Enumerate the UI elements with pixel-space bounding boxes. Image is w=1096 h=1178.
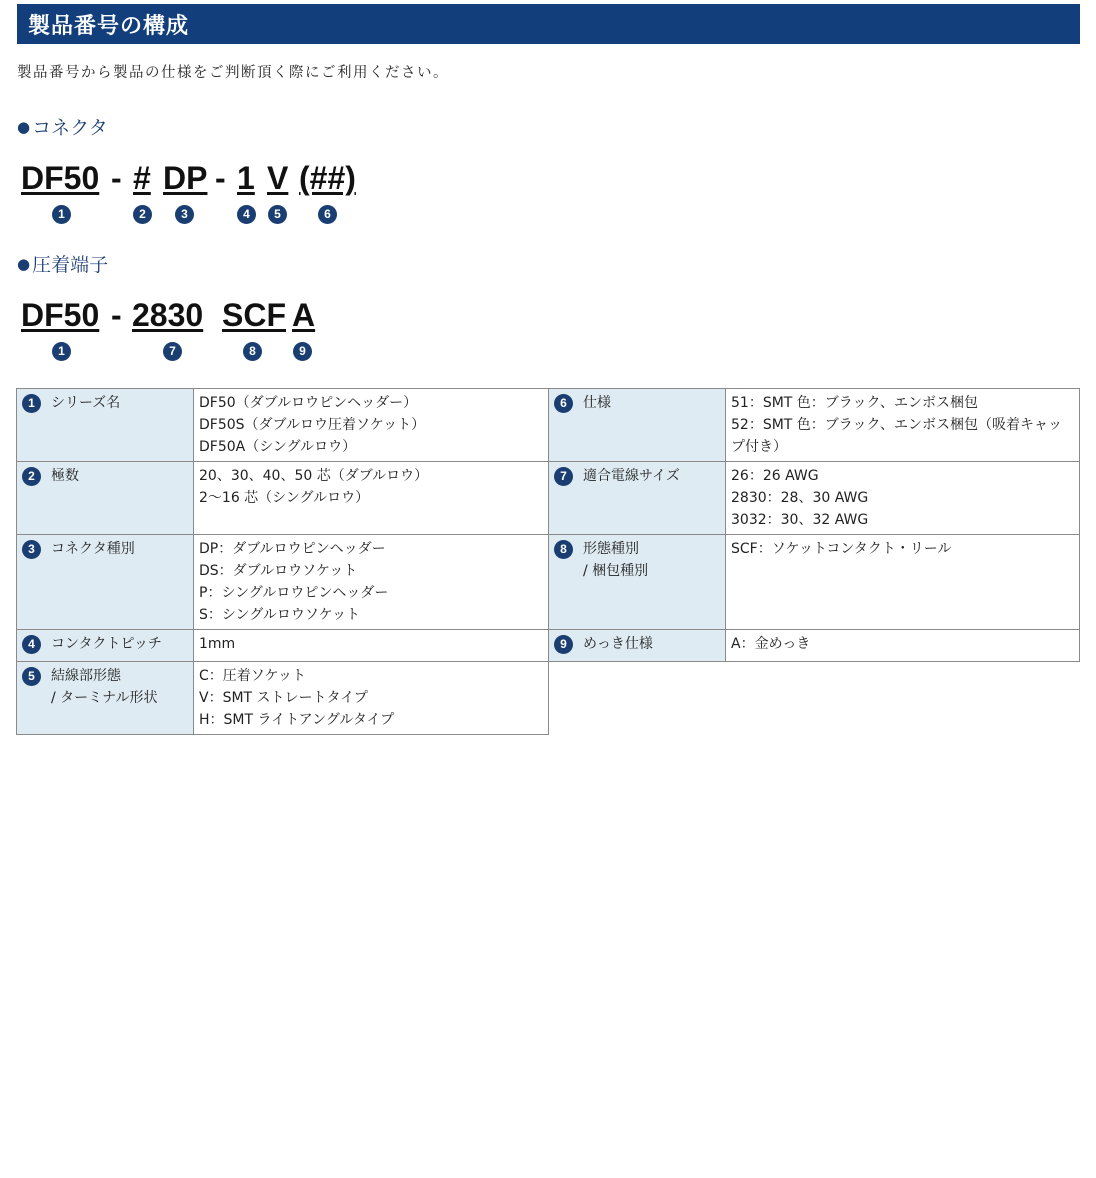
table-row — [17, 535, 1080, 630]
marker-6: 6 — [318, 205, 337, 224]
code-part-contacts: # — [133, 160, 151, 196]
marker-9: 9 — [554, 635, 573, 654]
table-row — [17, 662, 1080, 735]
table-row — [17, 389, 1080, 462]
marker-1: 1 — [52, 342, 71, 361]
spec-table — [16, 388, 1080, 735]
spec-value: 26：26 AWG 2830：28、30 AWG 3032：30、32 AWG — [726, 462, 1080, 535]
code-part-type: DP — [163, 160, 208, 196]
spec-value: 20、30、40、50 芯（ダブルロウ） 2～16 芯（シングルロウ） — [194, 462, 549, 535]
spec-value: C：圧着ソケット V：SMT ストレートタイプ H：SMT ライトアングルタイプ — [194, 662, 549, 735]
spec-value: SCF：ソケットコンタクト・リール — [726, 535, 1080, 630]
marker-4: 4 — [237, 205, 256, 224]
section-title-terminal — [17, 250, 108, 277]
spec-label: 極数 — [51, 468, 79, 484]
spec-value: 51：SMT 色：ブラック、エンボス梱包 52：SMT 色：ブラック、エンボス梱包（吸着キャップ付き） — [726, 389, 1080, 462]
spec-value: DP：ダブルロウピンヘッダー DS：ダブルロウソケット P：シングルロウピンヘッダー S：シングルロウソケット — [194, 535, 549, 630]
spec-label-cell — [17, 535, 194, 630]
spec-value: 1mm — [194, 630, 549, 662]
section-title-connector-text: コネクタ — [32, 117, 108, 139]
marker-4: 4 — [22, 635, 41, 654]
empty-cell — [549, 662, 1080, 735]
marker-8: 8 — [554, 540, 573, 559]
marker-3: 3 — [22, 540, 41, 559]
spec-label: めっき仕様 — [583, 636, 653, 652]
code-part-form: SCF — [222, 297, 286, 333]
spec-value: DF50（ダブルロウピンヘッダー） DF50S（ダブルロウ圧着ソケット） DF50A（シングルロウ） — [194, 389, 549, 462]
marker-1: 1 — [22, 394, 41, 413]
marker-6: 6 — [554, 394, 573, 413]
code-part-wire-size: 2830 — [132, 297, 204, 333]
marker-1: 1 — [52, 205, 71, 224]
section-title-connector — [17, 113, 108, 140]
marker-7: 7 — [554, 467, 573, 486]
spec-label: 形態種別 / 梱包種別 — [583, 541, 649, 579]
marker-3: 3 — [175, 205, 194, 224]
code-part-series: DF50 — [21, 297, 100, 333]
marker-5: 5 — [268, 205, 287, 224]
spec-label-cell — [549, 462, 726, 535]
spec-label-cell — [17, 462, 194, 535]
code-part-termination: V — [267, 160, 289, 196]
spec-label-cell — [549, 389, 726, 462]
marker-2: 2 — [133, 205, 152, 224]
marker-5: 5 — [22, 667, 41, 686]
code-part-series: DF50 — [21, 160, 100, 196]
spec-label: 仕様 — [583, 395, 611, 411]
code-separator: - — [111, 297, 122, 333]
code-part-pitch: 1 — [237, 160, 255, 196]
bullet-icon: ● — [17, 118, 31, 136]
spec-label: コネクタ種別 — [51, 541, 135, 557]
spec-label-cell — [17, 662, 194, 735]
table-row — [17, 630, 1080, 662]
intro-text: 製品番号から製品の仕様をご判断頂く際にご利用ください。 — [17, 65, 449, 81]
bullet-icon: ● — [17, 255, 31, 273]
section-title-terminal-text: 圧着端子 — [32, 254, 109, 276]
marker-2: 2 — [22, 467, 41, 486]
spec-label: 結線部形態 / ターミナル形状 — [51, 668, 158, 706]
code-part-spec: (##) — [299, 160, 356, 196]
spec-label: シリーズ名 — [51, 395, 121, 411]
marker-8: 8 — [243, 342, 262, 361]
spec-label-cell — [549, 535, 726, 630]
spec-label-cell — [17, 389, 194, 462]
code-separator: - — [111, 160, 122, 196]
code-part-plating: A — [292, 297, 316, 333]
spec-value: A：金めっき — [726, 630, 1080, 662]
spec-label: コンタクトピッチ — [51, 636, 162, 652]
page-title: 製品番号の構成 — [28, 14, 190, 39]
code-separator: - — [215, 160, 226, 196]
spec-label-cell — [17, 630, 194, 662]
marker-7: 7 — [163, 342, 182, 361]
spec-label-cell — [549, 630, 726, 662]
page-header — [17, 4, 1080, 44]
marker-9: 9 — [293, 342, 312, 361]
table-row — [17, 462, 1080, 535]
spec-label: 適合電線サイズ — [583, 468, 680, 484]
